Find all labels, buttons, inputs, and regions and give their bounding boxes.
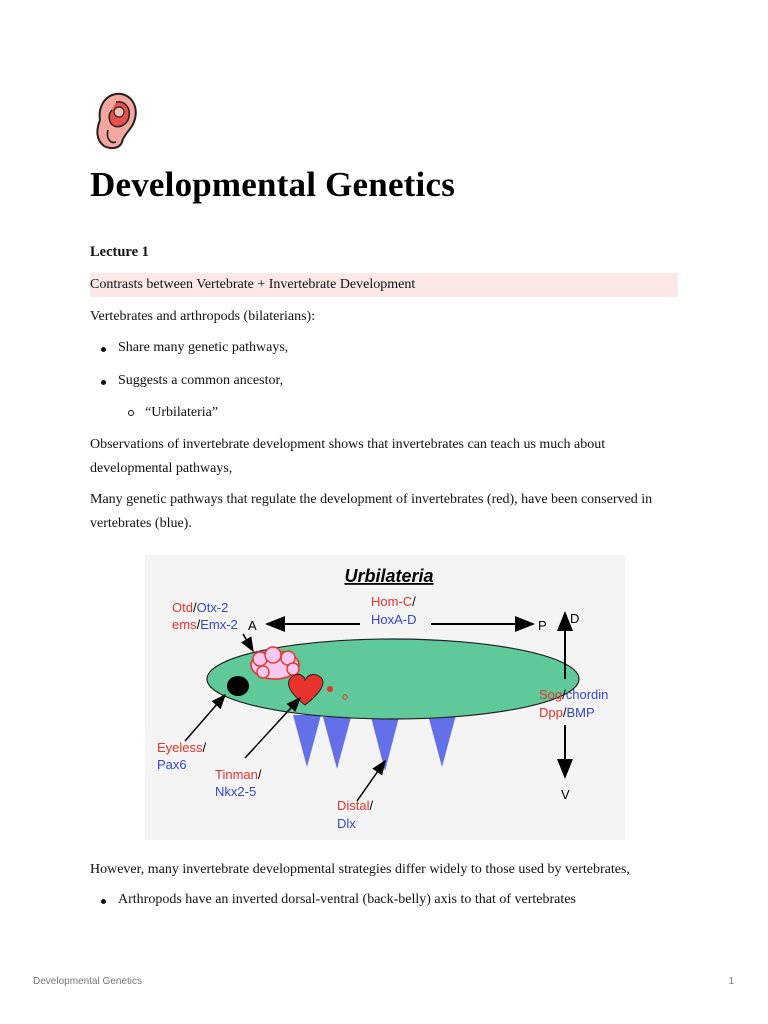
figure-title: Urbilateria — [344, 566, 434, 586]
list-item: Share many genetic pathways, — [118, 340, 289, 355]
brain-cloud — [251, 647, 299, 679]
embryo-icon — [94, 90, 140, 152]
urbilateria-diagram — [145, 555, 625, 840]
page-title: Developmental Genetics — [90, 165, 456, 204]
intro-text: Vertebrates and arthropods (bilaterians): — [90, 309, 316, 324]
body-ellipse — [207, 639, 579, 719]
label-homc: Hom-C/ — [371, 594, 416, 609]
label-tinman: Tinman/ — [215, 767, 262, 782]
highlighted-heading-text: Contrasts between Vertebrate + Invertebrate Development — [90, 277, 416, 292]
label-posterior: P — [538, 618, 547, 633]
label-ventral: V — [561, 787, 570, 802]
bullet-marker — [101, 347, 106, 352]
sub-bullet-marker — [128, 410, 134, 416]
eye — [227, 676, 249, 696]
label-dlx: Dlx — [337, 816, 356, 831]
list-item: Arthropods have an inverted dorsal-ventral (back-belly) axis to that of vertebrates — [118, 892, 576, 907]
label-otd-otx2: Otd/Otx-2 — [172, 600, 229, 615]
label-dpp-bmp: Dpp/BMP — [539, 705, 595, 720]
label-anterior: A — [248, 618, 257, 633]
sub-list-item: “Urbilateria” — [145, 405, 219, 420]
list-item: Suggests a common ancestor, — [118, 373, 284, 388]
footer-title: Developmental Genetics — [33, 976, 142, 987]
label-ems-emx2: ems/Emx-2 — [172, 617, 238, 632]
page-number: 1 — [728, 976, 734, 987]
label-nkx25: Nkx2-5 — [215, 784, 257, 799]
highlighted-heading — [90, 273, 678, 297]
paragraph: However, many invertebrate developmental strategies differ widely to those used by vertebrates, — [90, 862, 630, 877]
paragraph: Many genetic pathways that regulate the development of invertebrates (red), have been conserved in vertebrates (blue). — [90, 492, 653, 531]
lecture-heading: Lecture 1 — [90, 244, 149, 260]
bullet-marker — [101, 380, 106, 385]
label-pax6: Pax6 — [157, 757, 187, 772]
label-distal: Distal/ — [337, 798, 374, 813]
paragraph: Observations of invertebrate development shows that invertebrates can teach us much about developmental pathways, — [90, 437, 606, 476]
label-sog-chordin: Sog/chordin — [539, 687, 609, 702]
label-hoxad: HoxA-D — [371, 612, 417, 627]
label-eyeless: Eyeless/ — [157, 740, 207, 755]
label-dorsal: D — [570, 611, 580, 626]
dot — [327, 686, 333, 692]
bullet-marker — [101, 899, 106, 904]
